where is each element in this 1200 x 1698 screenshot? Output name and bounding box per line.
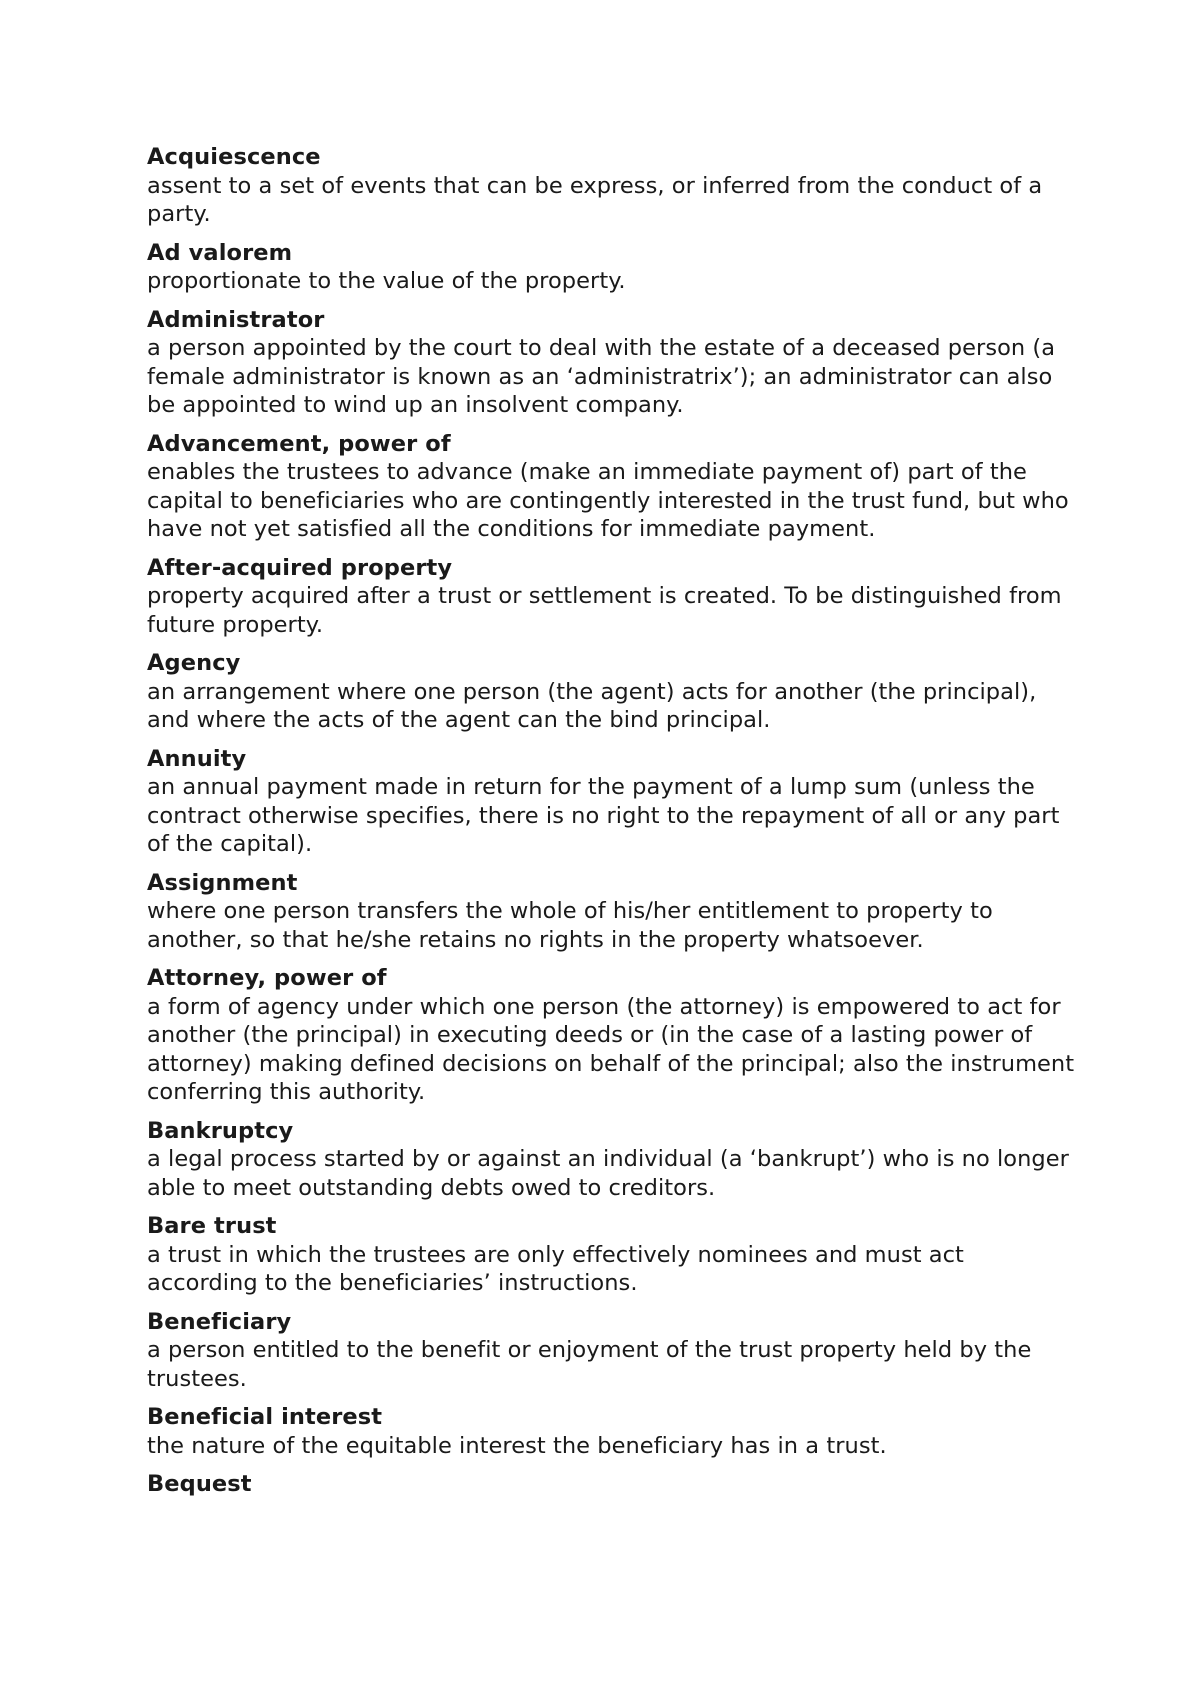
glossary-term: Bankruptcy — [147, 1117, 294, 1144]
glossary-entry — [147, 964, 1077, 1107]
glossary-term: Attorney, power of — [147, 965, 387, 991]
glossary-definition: an annual payment made in return for the payment of a lump sum (unless the contract otherwise specifies, there is no right to the repayment of all or any part of the capital). — [147, 774, 1060, 857]
glossary-term: Acquiescence — [147, 144, 321, 170]
glossary-definition: a person appointed by the court to deal with the estate of a deceased person (a female administrator is known as an ‘administratrix’); an administrator can also be appointed to wind up an insolvent company. — [147, 335, 1056, 418]
glossary-entry — [147, 306, 1077, 420]
glossary-definition: a trust in which the trustees are only effectively nominees and must act according to the beneficiaries’ instructions. — [147, 1241, 964, 1296]
glossary-definition: proportionate to the value of the property. — [147, 268, 626, 294]
glossary-definition: enables the trustees to advance (make an immediate payment of) part of the capital to beneficiaries who are contingently interested in the trust fund, but who have not yet satisfied all the conditions for immediate payment. — [147, 459, 1069, 542]
glossary-definition: a person entitled to the benefit or enjoyment of the trust property held by the trustees. — [147, 1337, 1032, 1392]
glossary-term: Ad valorem — [147, 239, 293, 266]
glossary-term: Administrator — [147, 306, 325, 333]
glossary-entry — [147, 143, 1077, 229]
glossary-entry — [147, 869, 1077, 955]
glossary-definition: assent to a set of events that can be express, or inferred from the conduct of a party. — [147, 172, 1043, 227]
glossary-term: After-acquired property — [147, 554, 453, 581]
glossary-definition: the nature of the equitable interest the beneficiary has in a trust. — [147, 1432, 887, 1459]
glossary-term: Bequest — [147, 1471, 252, 1497]
glossary-entry — [147, 649, 1077, 735]
glossary-entry — [147, 1308, 1077, 1394]
glossary-entry — [147, 1403, 1077, 1460]
glossary-definition: a form of agency under which one person (the attorney) is empowered to act for another (the principal) in executing deeds or (in the case of a lasting power of attorney) making defined decisions on behalf of the principal; also the instrument conferring this authority. — [147, 993, 1075, 1105]
glossary-term: Beneficial interest — [147, 1404, 383, 1430]
glossary-term: Assignment — [147, 869, 298, 896]
glossary-entry — [147, 1117, 1077, 1203]
glossary-entry — [147, 745, 1077, 859]
glossary-entry — [147, 554, 1077, 640]
glossary-definition: where one person transfers the whole of his/her entitlement to property to another, so that he/she retains no rights in the property whatsoever. — [147, 898, 993, 953]
glossary-term: Annuity — [147, 745, 247, 772]
glossary-page — [147, 143, 1077, 1509]
glossary-definition: property acquired after a trust or settlement is created. To be distinguished from future property. — [147, 583, 1062, 638]
glossary-term: Advancement, power of — [147, 430, 451, 457]
glossary-definition: a legal process started by or against an individual (a ‘bankrupt’) who is no longer able to meet outstanding debts owed to creditors. — [147, 1146, 1069, 1201]
glossary-definition: an arrangement where one person (the agent) acts for another (the principal), and where the acts of the agent can the bind principal. — [147, 678, 1037, 733]
glossary-term: Beneficiary — [147, 1308, 292, 1335]
glossary-term: Bare trust — [147, 1213, 277, 1239]
glossary-entry — [147, 430, 1077, 544]
glossary-term: Agency — [147, 650, 241, 676]
glossary-entry — [147, 1212, 1077, 1298]
glossary-entry — [147, 239, 1077, 296]
glossary-entry — [147, 1470, 1077, 1499]
